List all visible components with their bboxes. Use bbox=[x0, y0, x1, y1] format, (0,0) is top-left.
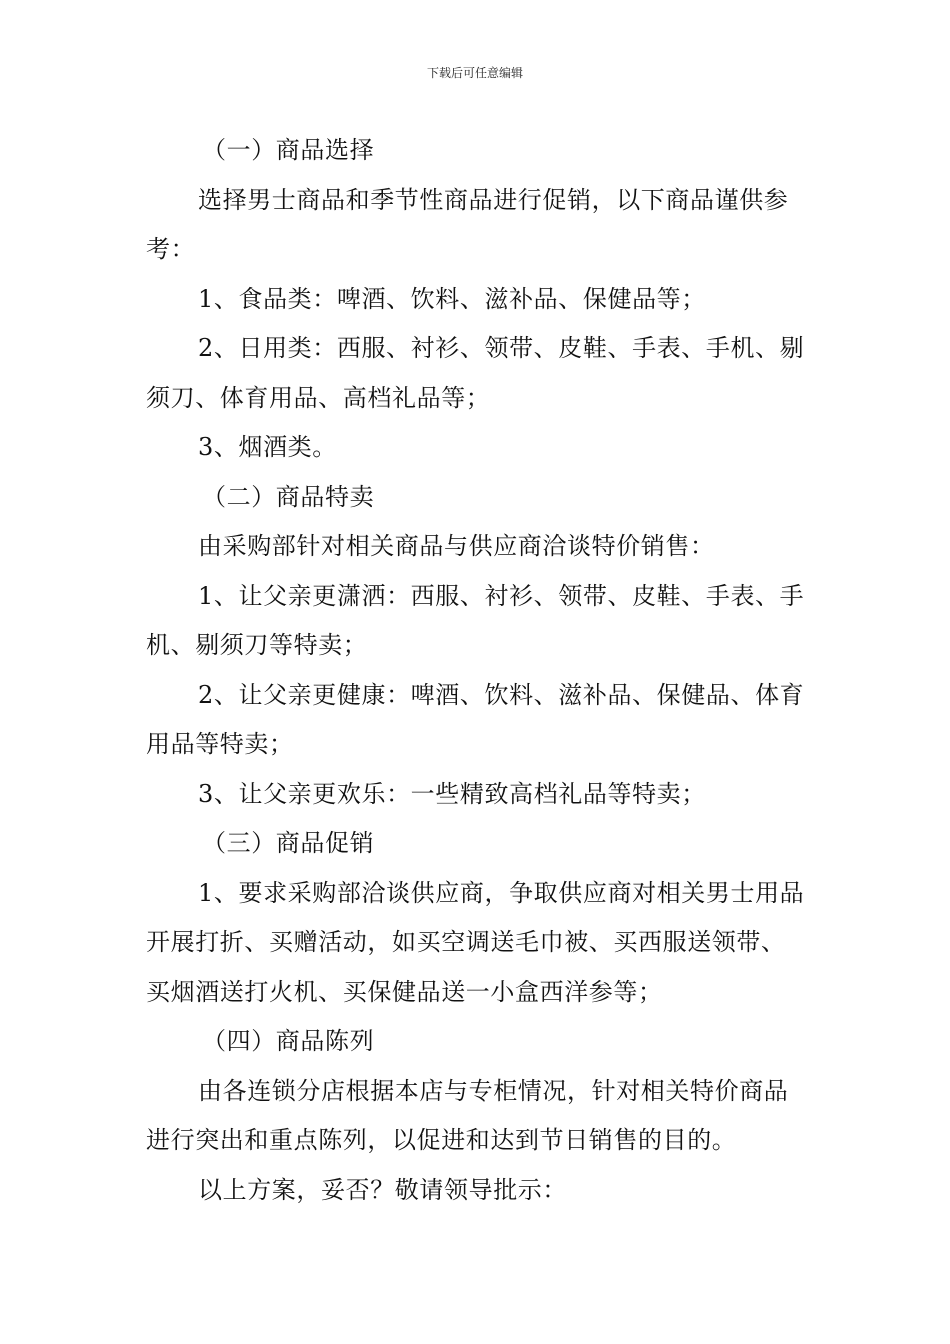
list-item: 1、食品类：啤酒、饮料、滋补品、保健品等； bbox=[198, 284, 706, 313]
section-heading-4: （四）商品陈列 bbox=[202, 1027, 375, 1055]
document-body bbox=[146, 126, 806, 1215]
section-heading-2: （二）商品特卖 bbox=[202, 482, 375, 511]
list-item: 3、烟酒类。 bbox=[198, 433, 337, 461]
paragraph: 选择男士商品和季节性商品进行促销，以下商品谨供参考： bbox=[146, 185, 789, 263]
closing-paragraph: 以上方案，妥否？敬请领导批示： bbox=[198, 1175, 567, 1204]
section-heading-1: （一）商品选择 bbox=[202, 136, 375, 164]
list-item: 3、让父亲更欢乐：一些精致高档礼品等特卖； bbox=[198, 779, 706, 808]
list-item: 1、让父亲更潇洒：西服、衬衫、领带、皮鞋、手表、手机、剔须刀等特卖； bbox=[146, 581, 805, 659]
page-header: 下载后可任意编辑 bbox=[426, 66, 523, 80]
paragraph: 由采购部针对相关商品与供应商洽谈特价销售： bbox=[198, 532, 715, 560]
list-item: 2、日用类：西服、衬衫、领带、皮鞋、手表、手机、剔须刀、体育用品、高档礼品等； bbox=[146, 334, 805, 412]
section-heading-3: （三）商品促销 bbox=[202, 829, 375, 857]
list-item: 2、让父亲更健康：啤酒、饮料、滋补品、保健品、体育用品等特卖； bbox=[146, 680, 805, 758]
paragraph: 由各连锁分店根据本店与专柜情况，针对相关特价商品进行突出和重点陈列，以促进和达到节日销售的目的。 bbox=[146, 1076, 789, 1154]
list-item: 1、要求采购部洽谈供应商，争取供应商对相关男士用品开展打折、买赠活动，如买空调送毛巾被、买西服送领带、买烟酒送打火机、买保健品送一小盒西洋参等； bbox=[146, 878, 805, 1006]
